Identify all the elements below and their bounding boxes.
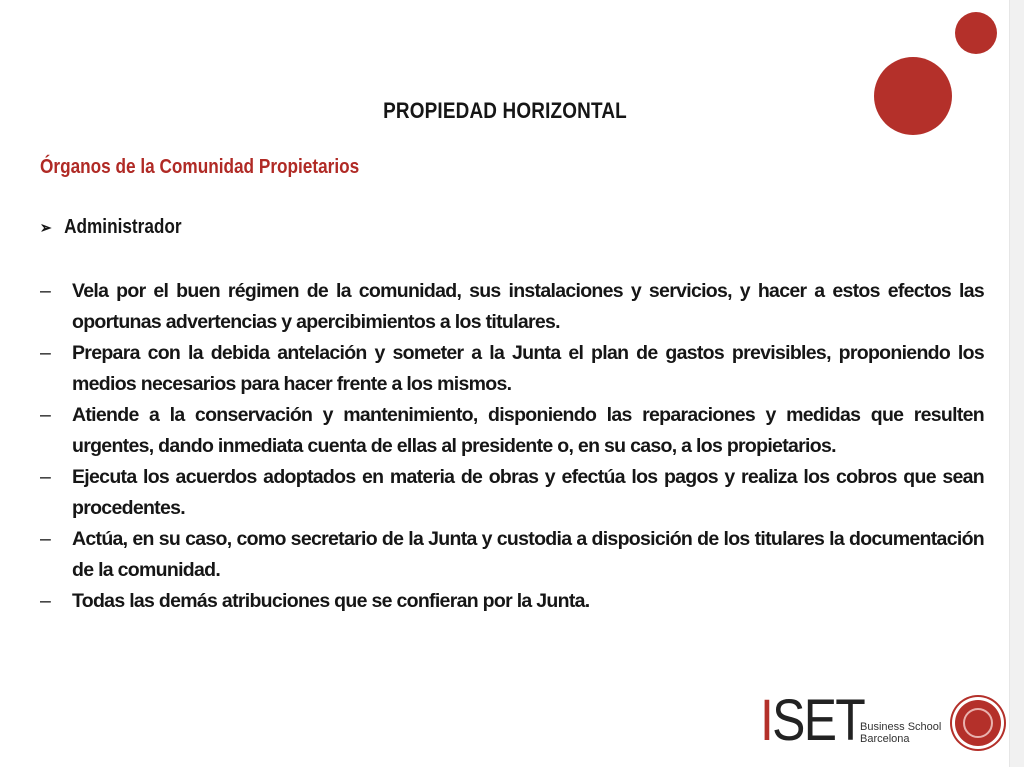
list-item	[40, 400, 984, 462]
list-item	[40, 338, 984, 400]
list-item	[40, 276, 984, 338]
slide-title: PROPIEDAD HORIZONTAL	[383, 98, 627, 123]
list-item-text: Actúa, en su caso, como secretario de la Junta y custodia a disposición de los titulares la documentación de la comunidad.	[72, 528, 984, 581]
arrow-bullet-icon: ➢	[40, 220, 52, 237]
seal-icon	[955, 700, 1001, 746]
duties-list	[40, 276, 984, 617]
list-item-text: Atiende a la conservación y mantenimiento, disponiendo las reparaciones y medidas que resulten urgentes, dando inmediata cuenta de ellas al presidente o, en su caso, a los propietarios.	[72, 404, 984, 457]
logo-wordmark	[760, 688, 865, 753]
dash-bullet: –	[40, 466, 51, 488]
dash-bullet: –	[40, 280, 51, 302]
section-heading-text: Administrador	[64, 216, 182, 238]
list-item-text: Prepara con la debida antelación y someter a la Junta el plan de gastos previsibles, proponiendo los medios necesarios para hacer frente a los mismos.	[72, 342, 984, 395]
list-item-text: Todas las demás atribuciones que se confieran por la Junta.	[72, 590, 590, 612]
right-edge-band	[1009, 0, 1024, 767]
slide-subtitle: Órganos de la Comunidad Propietarios	[40, 156, 360, 178]
list-item	[40, 462, 984, 524]
dash-bullet: –	[40, 590, 51, 612]
list-item	[40, 524, 984, 586]
logo-subtitle	[860, 721, 941, 745]
section-heading	[40, 216, 182, 239]
logo-subtitle-line1: Business School	[860, 721, 942, 733]
decorative-circle-small	[955, 12, 997, 54]
list-item-text: Ejecuta los acuerdos adoptados en materia de obras y efectúa los pagos y realiza los cobros que sean procedentes.	[72, 466, 984, 519]
list-item-text: Vela por el buen régimen de la comunidad, sus instalaciones y servicios, y hacer a estos efectos las oportunas advertencias y apercibimientos a los titulares.	[72, 280, 984, 333]
seal-ring	[963, 708, 993, 738]
logo-subtitle-line2: Barcelona	[860, 733, 910, 745]
dash-bullet: –	[40, 342, 51, 364]
dash-bullet: –	[40, 404, 51, 426]
list-item	[40, 586, 984, 617]
logo-wordmark-i: I	[760, 688, 773, 753]
dash-bullet: –	[40, 528, 51, 550]
logo-wordmark-rest: SET	[772, 688, 865, 753]
